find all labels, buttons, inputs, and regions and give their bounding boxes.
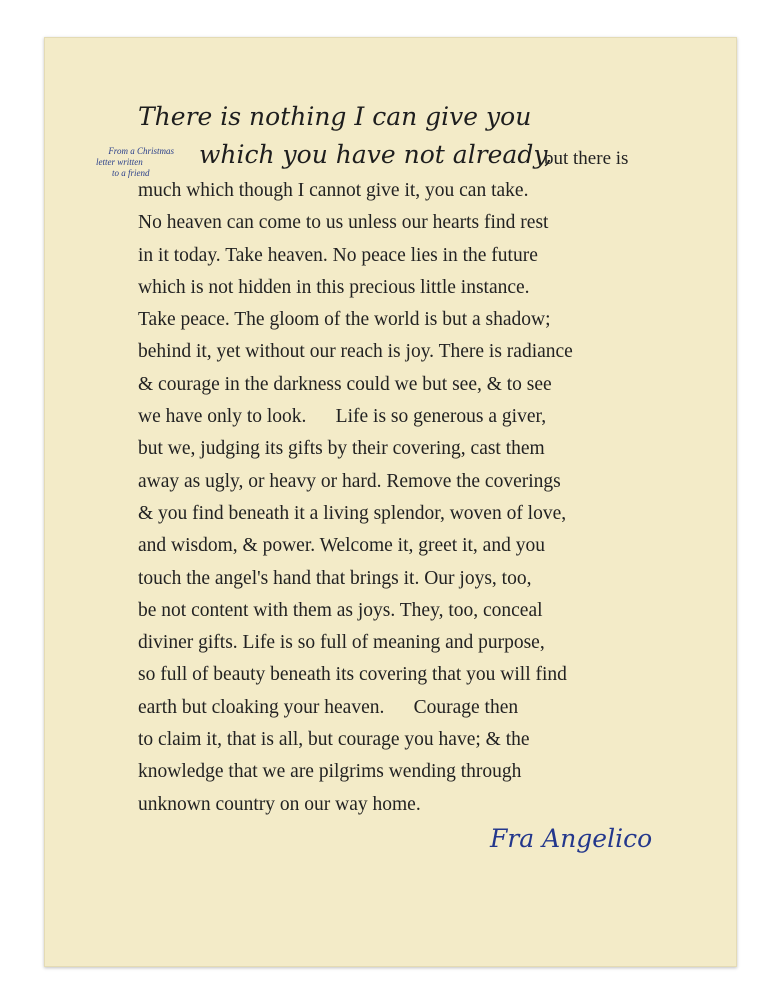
body-line: diviner gifts. Life is so full of meaning and purpose, [138, 632, 545, 654]
body-line: but we, judging its gifts by their covering, cast them [138, 438, 545, 460]
body-line: & courage in the darkness could we but see, & to see [138, 373, 552, 395]
signature: Fra Angelico [490, 824, 653, 853]
body-line: earth but cloaking your heaven. Courage then [138, 696, 519, 718]
body-line: to claim it, that is all, but courage you have; & the [138, 729, 530, 751]
body-line: No heaven can come to us unless our hearts find rest [138, 212, 549, 234]
body-line: knowledge that we are pilgrims wending through [138, 761, 522, 783]
opening-continuation: but there is [544, 148, 629, 169]
body-line: away as ugly, or heavy or hard. Remove the coverings [138, 470, 561, 492]
letter-body [138, 179, 658, 825]
side-note-line: letter written [96, 157, 143, 167]
body-line: we have only to look. Life is so generous a giver, [138, 406, 547, 428]
opening-line-1: There is nothing I can give you [138, 102, 532, 131]
side-note [86, 146, 174, 179]
body-line: so full of beauty beneath its covering that you will find [138, 664, 567, 686]
side-note-line: to a friend [112, 168, 150, 178]
body-line: & you find beneath it a living splendor, woven of love, [138, 502, 567, 524]
body-line: Take peace. The gloom of the world is but a shadow; [138, 309, 551, 331]
body-line: unknown country on our way home. [138, 793, 421, 815]
body-line: and wisdom, & power. Welcome it, greet it, and you [138, 535, 545, 557]
body-line: in it today. Take heaven. No peace lies in the future [138, 244, 538, 266]
body-line: touch the angel's hand that brings it. Our joys, too, [138, 567, 532, 589]
body-line: much which though I cannot give it, you can take. [138, 180, 529, 201]
body-line: be not content with them as joys. They, too, conceal [138, 599, 543, 621]
body-line: which is not hidden in this precious little instance. [138, 276, 530, 298]
opening-line-2: which you have not already, [199, 140, 553, 169]
side-note-line: From a Christmas [108, 146, 174, 156]
body-line: behind it, yet without our reach is joy. There is radiance [138, 341, 573, 363]
